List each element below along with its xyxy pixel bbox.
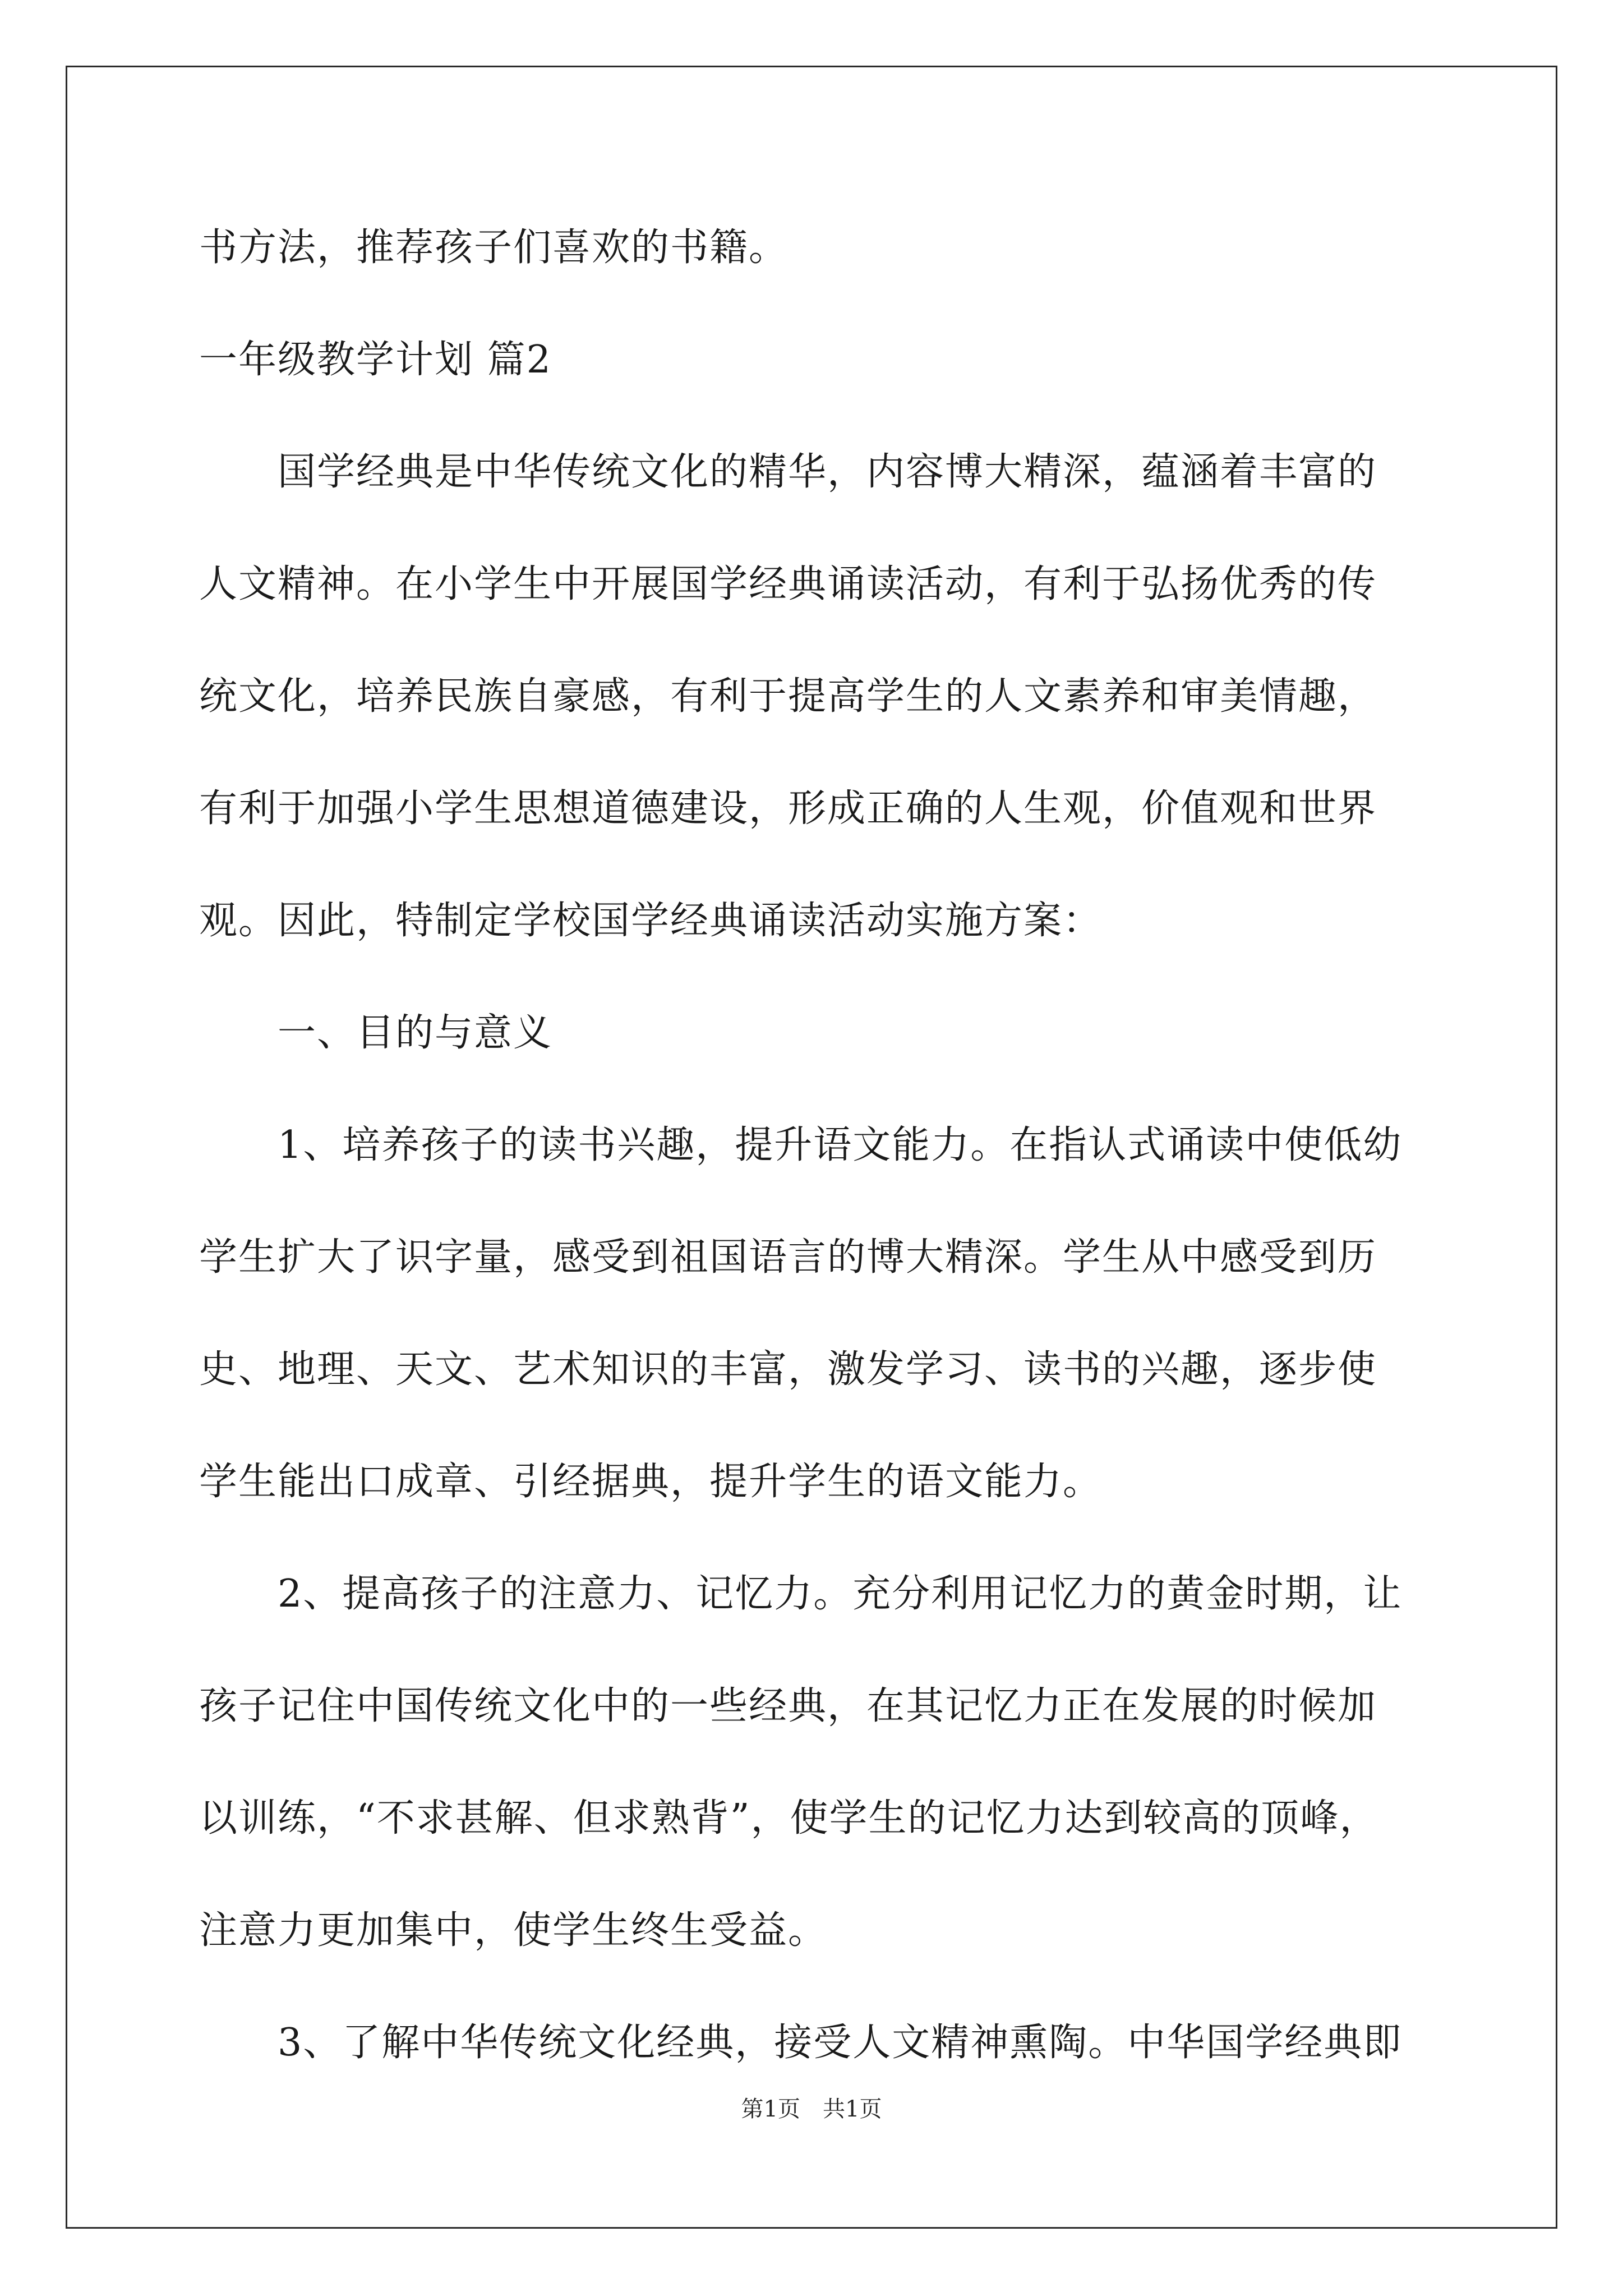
text-line: 国学经典是中华传统文化的精华，内容博大精深，蕴涵着丰富的 bbox=[199, 450, 1377, 494]
text-line: 注意力更加集中，使学生终生受益。 bbox=[199, 1908, 828, 1953]
text-line: 学生能出口成章、引经据典，提升学生的语文能力。 bbox=[199, 1460, 1103, 1504]
page-footer: 第1页 共1页 bbox=[741, 2096, 882, 2122]
text-line: 史、地理、天文、艺术知识的丰富，激发学习、读书的兴趣，逐步使 bbox=[199, 1347, 1377, 1392]
text-line: 书方法，推荐孩子们喜欢的书籍。 bbox=[199, 226, 789, 270]
text-line: 2、提高孩子的注意力、记忆力。充分利用记忆力的黄金时期，让 bbox=[199, 1572, 1403, 1616]
subheading: 一、目的与意义 bbox=[199, 1011, 553, 1055]
text-line: 观。因此，特制定学校国学经典诵读活动实施方案： bbox=[199, 899, 1103, 943]
text-line: 统文化，培养民族自豪感，有利于提高学生的人文素养和审美情趣， bbox=[199, 674, 1377, 719]
text-line: 以训练，“不求甚解、但求熟背”，使学生的记忆力达到较高的顶峰， bbox=[199, 1796, 1379, 1841]
text-line: 3、了解中华传统文化经典，接受人文精神熏陶。中华国学经典即 bbox=[199, 2021, 1403, 2065]
text-line: 人文精神。在小学生中开展国学经典诵读活动，有利于弘扬优秀的传 bbox=[199, 562, 1377, 606]
text-line: 1、培养孩子的读书兴趣，提升语文能力。在指认式诵读中使低幼 bbox=[199, 1123, 1403, 1167]
section-heading: 一年级教学计划 篇2 bbox=[199, 338, 552, 382]
text-line: 学生扩大了识字量，感受到祖国语言的博大精深。学生从中感受到历 bbox=[199, 1235, 1377, 1280]
text-line: 孩子记住中国传统文化中的一些经典，在其记忆力正在发展的时候加 bbox=[199, 1684, 1377, 1728]
text-line: 有利于加强小学生思想道德建设，形成正确的人生观，价值观和世界 bbox=[199, 786, 1377, 831]
